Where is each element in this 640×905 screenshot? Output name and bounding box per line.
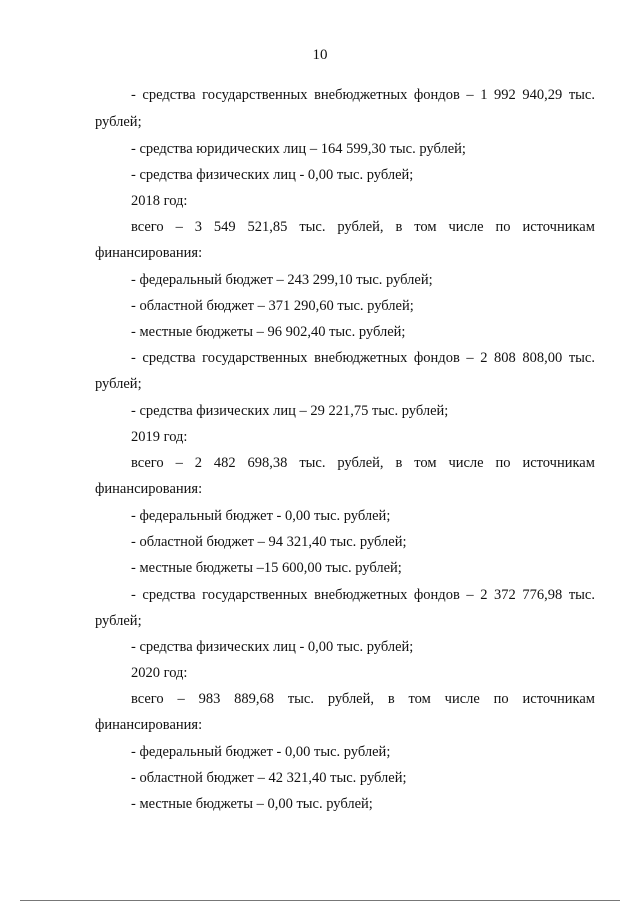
text-line: 2020 год:: [131, 665, 188, 681]
text-line: - федеральный бюджет - 0,00 тыс. рублей;: [131, 508, 391, 524]
text-line: финансирования:: [95, 717, 203, 733]
text-line: - средства физических лиц - 0,00 тыс. рублей;: [131, 167, 414, 183]
text-line: рублей;: [95, 613, 142, 629]
text-line: - средства государственных внебюджетных фондов – 2 372 776,98 тыс.: [131, 587, 595, 603]
page-number: 10: [312, 47, 328, 63]
text-line: - федеральный бюджет – 243 299,10 тыс. рублей;: [131, 272, 433, 288]
text-line: всего – 3 549 521,85 тыс. рублей, в том числе по источникам: [131, 219, 595, 235]
text-line: финансирования:: [95, 245, 203, 261]
text-line: - областной бюджет – 371 290,60 тыс. рублей;: [131, 298, 414, 314]
text-line: - средства юридических лиц – 164 599,30 тыс. рублей;: [131, 141, 466, 157]
text-line: 2019 год:: [131, 429, 188, 445]
text-line: всего – 2 482 698,38 тыс. рублей, в том числе по источникам: [131, 455, 595, 471]
text-line: - областной бюджет – 94 321,40 тыс. рублей;: [131, 534, 407, 550]
text-line: рублей;: [95, 114, 142, 130]
text-line: - средства физических лиц - 0,00 тыс. рублей;: [131, 639, 414, 655]
text-line: - местные бюджеты –15 600,00 тыс. рублей;: [131, 560, 402, 576]
text-line: - средства государственных внебюджетных фондов – 1 992 940,29 тыс.: [131, 87, 595, 103]
text-line: всего – 983 889,68 тыс. рублей, в том числе по источникам: [131, 691, 595, 707]
text-line: - местные бюджеты – 0,00 тыс. рублей;: [131, 796, 373, 812]
bottom-divider: [20, 900, 620, 901]
text-line: финансирования:: [95, 481, 203, 497]
text-line: - средства государственных внебюджетных фондов – 2 808 808,00 тыс.: [131, 350, 595, 366]
text-line: - средства физических лиц – 29 221,75 тыс. рублей;: [131, 403, 449, 419]
text-line: - местные бюджеты – 96 902,40 тыс. рублей;: [131, 324, 406, 340]
text-line: - федеральный бюджет - 0,00 тыс. рублей;: [131, 744, 391, 760]
text-line: - областной бюджет – 42 321,40 тыс. рублей;: [131, 770, 407, 786]
text-line: рублей;: [95, 376, 142, 392]
text-line: 2018 год:: [131, 193, 188, 209]
